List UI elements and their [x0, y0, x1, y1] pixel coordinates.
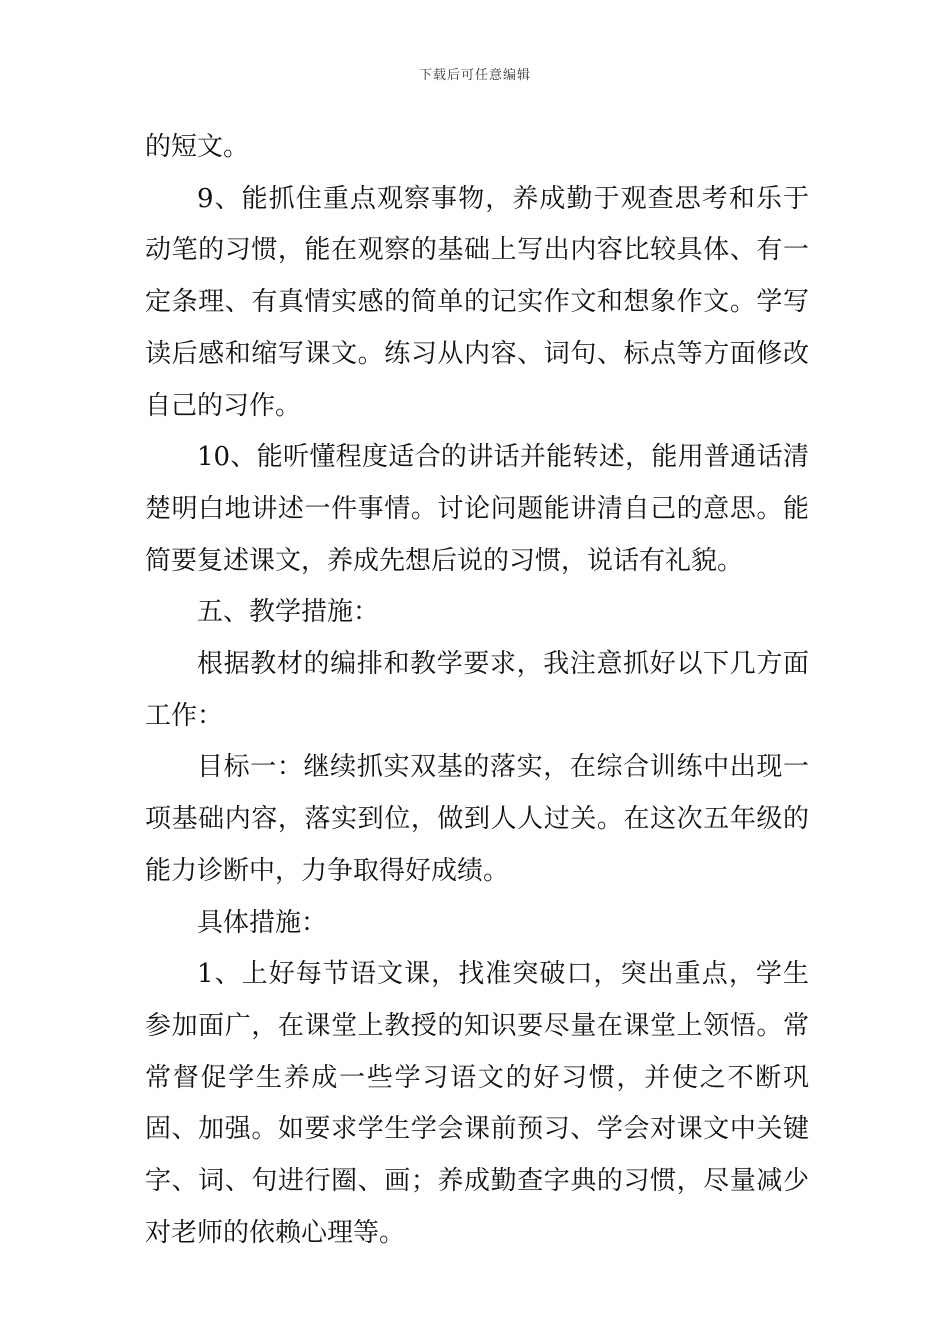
paragraph-item-9: 9、能抓住重点观察事物，养成勤于观查思考和乐于动笔的习惯，能在观察的基础上写出内容比较具体、有一定条理、有真情实感的简单的记实作文和想象作文。学写读后感和缩写课文。练习从内容、词句、标点等方面修改自己的习作。 — [145, 183, 809, 421]
document-body — [145, 122, 809, 1259]
subheading-specific-measures: 具体措施： — [197, 907, 328, 938]
paragraph-item-10: 10、能听懂程度适合的讲话并能转述，能用普通话清楚明白地讲述一件事情。讨论问题能讲清自己的意思。能简要复述课文，养成先想后说的习惯，说话有礼貌。 — [145, 442, 809, 576]
paragraph-continuation: 的短文。 — [145, 132, 250, 162]
page-header: 下载后可任意编辑 — [418, 68, 531, 83]
section-heading-teaching-measures: 五、教学措施： — [197, 597, 380, 628]
paragraph-measure-1: 1、上好每节语文课，找准突破口，突出重点，学生参加面广，在课堂上教授的知识要尽量在课堂上领悟。常常督促学生养成一些学习语文的好习惯，并使之不断巩固、加强。如要求学生学会课前预习、学会对课文中关键字、词、句进行圈、画；养成勤查字典的习惯，尽量减少对老师的依赖心理等。 — [145, 959, 809, 1248]
paragraph-goal-one: 目标一：继续抓实双基的落实，在综合训练中出现一项基础内容，落实到位，做到人人过关。在这次五年级的能力诊断中，力争取得好成绩。 — [145, 752, 809, 886]
paragraph-intro: 根据教材的编排和教学要求，我注意抓好以下几方面工作： — [145, 649, 809, 731]
